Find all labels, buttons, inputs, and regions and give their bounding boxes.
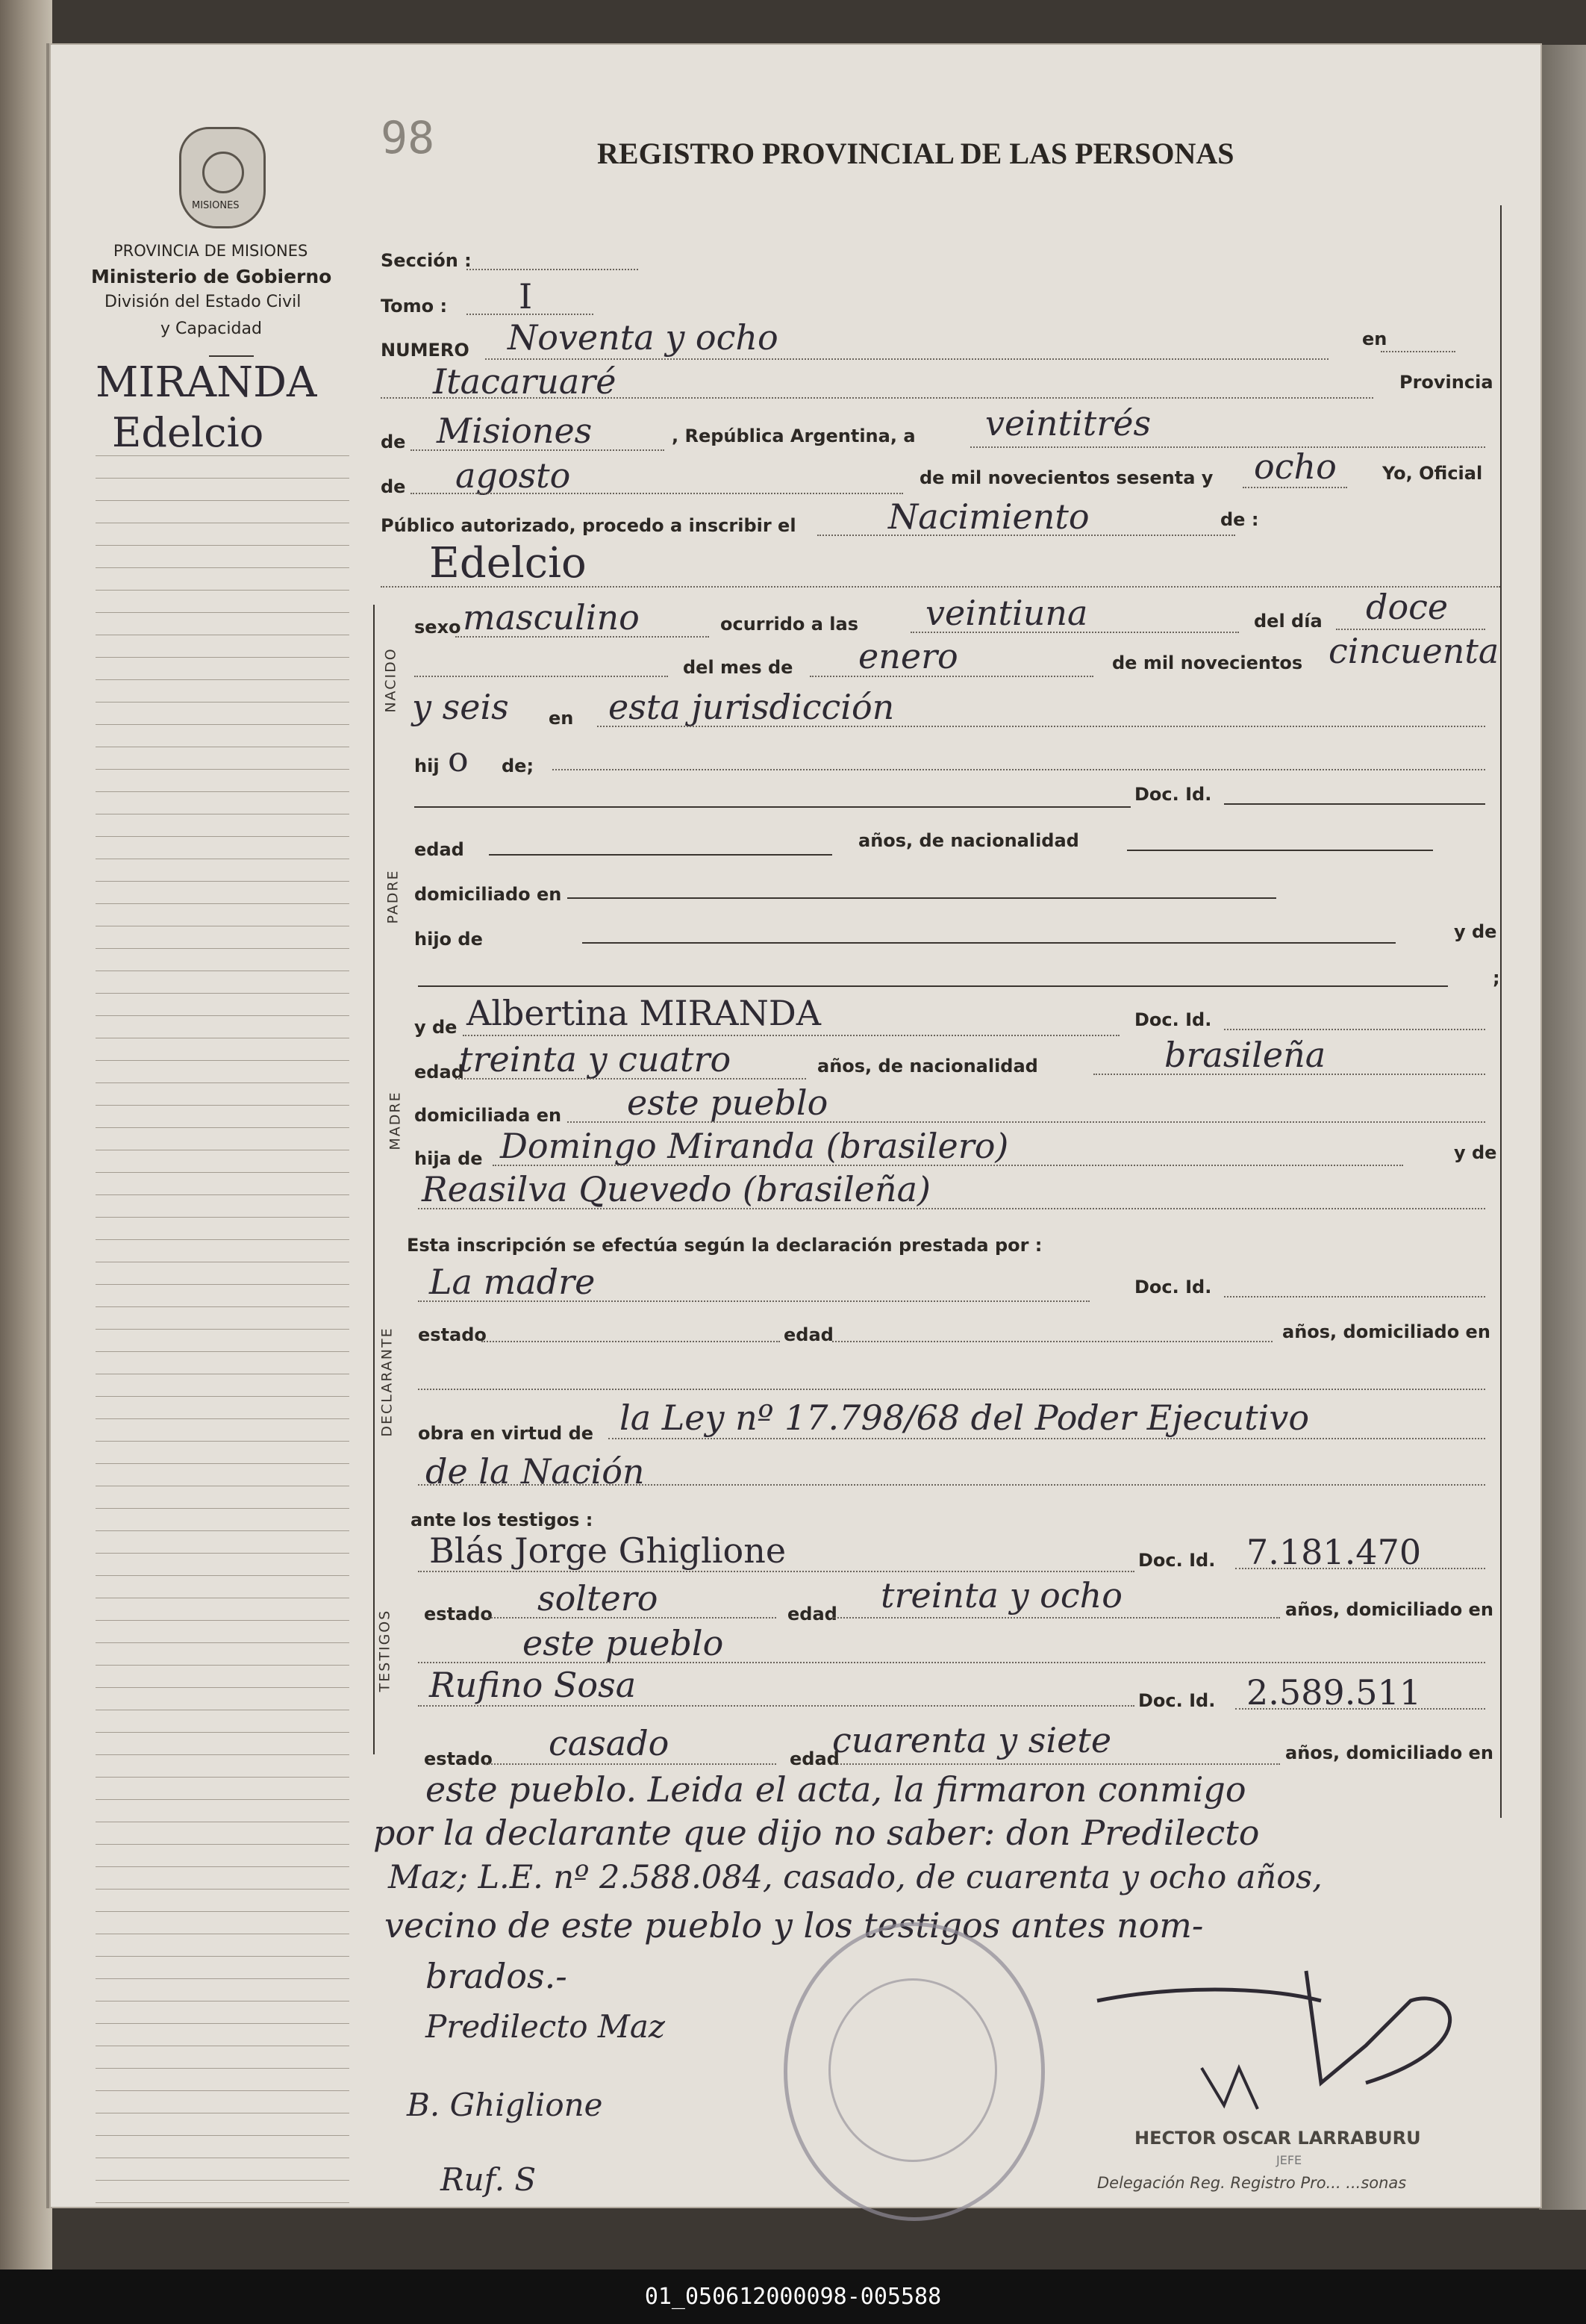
- line-tipo: [817, 535, 1235, 536]
- line-provincia: [410, 449, 664, 451]
- line-padre-madre: [418, 985, 1448, 987]
- delegacion-stamp: Delegación Reg. Registro Pro... ...sonas: [1097, 2174, 1407, 2192]
- margin-ruled-line: [96, 2068, 349, 2069]
- line-doc-declarante: [1224, 1296, 1485, 1297]
- label-sesenta-y: de mil novecientos sesenta y: [920, 467, 1214, 488]
- line-padre-nombre: [414, 806, 1131, 808]
- margin-ruled-line: [96, 1015, 349, 1016]
- line-seccion: [466, 269, 638, 270]
- value-abuela: Reasilva Quevedo (brasileña): [422, 1169, 931, 1209]
- label-doc-testigo2: Doc. Id.: [1138, 1690, 1216, 1711]
- label-anos-dom-decl: años, domiciliado en: [1282, 1321, 1490, 1342]
- value-mes: enero: [858, 636, 958, 676]
- margin-ruled-line: [96, 791, 349, 792]
- margin-ruled-line: [96, 1172, 349, 1173]
- label-edad-decl: edad: [784, 1324, 834, 1345]
- margin-ruled-line: [96, 702, 349, 703]
- margin-ruled-line: [96, 1575, 349, 1576]
- margin-given-name: Edelcio: [112, 409, 264, 456]
- line-dia-acta: [970, 446, 1485, 448]
- line-dia: [1336, 629, 1485, 630]
- margin-ruled-line: [96, 545, 349, 546]
- page-number: 98: [381, 112, 435, 164]
- line-madre-dom: [567, 1121, 1485, 1123]
- line-doc-testigo2: [1235, 1708, 1485, 1710]
- line-edad-padre: [489, 854, 832, 856]
- margin-ruled-line: [96, 881, 349, 882]
- value-madre-edad: treinta y cuatro: [459, 1039, 731, 1080]
- label-edad-t1: edad: [787, 1604, 837, 1624]
- margin-ruled-line: [96, 1441, 349, 1442]
- line-testigo2: [418, 1705, 1134, 1707]
- label-y-de-2: y de: [1454, 1142, 1497, 1163]
- label-anos-dom-t2: años, domiciliado en: [1285, 1742, 1493, 1763]
- label-de-colon: de :: [1220, 509, 1259, 530]
- value-dia-acta: veintitrés: [985, 403, 1152, 443]
- label-anos-dom-t1: años, domiciliado en: [1285, 1599, 1493, 1620]
- officer-signature: [1082, 1956, 1500, 2128]
- value-testigo1: Blás Jorge Ghiglione: [429, 1530, 787, 1571]
- line-nac-padre: [1127, 850, 1433, 851]
- margin-ruled-line: [96, 1642, 349, 1643]
- line-edad-t2: [832, 1763, 1280, 1765]
- line-numero: [485, 358, 1329, 360]
- value-testigo1-edad: treinta y ocho: [881, 1575, 1123, 1616]
- value-sexo: masculino: [463, 597, 640, 638]
- officer-name: HECTOR OSCAR LARRABURU: [1134, 2128, 1421, 2149]
- form-right-border: [1500, 205, 1502, 1818]
- label-publico: Público autorizado, procedo a inscribir el: [381, 515, 796, 536]
- note-line-2: por la declarante que dijo no saber: don Predilecto: [373, 1813, 1260, 1853]
- note-line-1: este pueblo. Leida el acta, la firmaron conmigo: [425, 1769, 1246, 1810]
- label-nac-padre: años, de nacionalidad: [858, 830, 1079, 851]
- margin-ruled-line: [96, 1553, 349, 1554]
- label-hija-de: hija de: [414, 1148, 483, 1169]
- note-line-4: vecino de este pueblo y los testigos antes nom-: [384, 1905, 1204, 1946]
- value-anio: cincuenta: [1329, 631, 1499, 671]
- label-estado-t1: estado: [424, 1604, 493, 1624]
- margin-ruled-line: [96, 1530, 349, 1531]
- note-line-5: brados.-: [425, 1956, 567, 1996]
- margin-ruled-line: [96, 679, 349, 680]
- margin-ruled-line: [96, 612, 349, 613]
- margin-ruled-line: [96, 2202, 349, 2203]
- value-hora: veintiuna: [925, 593, 1088, 633]
- margin-ruled-line: [96, 1508, 349, 1509]
- value-declarante: La madre: [429, 1262, 596, 1302]
- margin-ruled-line: [96, 1329, 349, 1330]
- line-anio-acta: [1243, 487, 1347, 488]
- line-edad-decl: [832, 1341, 1273, 1342]
- value-lugar-nac: esta jurisdicción: [608, 687, 895, 727]
- line-doc-padre: [1224, 803, 1485, 805]
- label-del-mes: del mes de: [683, 657, 793, 678]
- label-y-de: y de: [1454, 921, 1497, 942]
- label-doc-madre: Doc. Id.: [1134, 1009, 1212, 1030]
- label-del-dia: del día: [1254, 611, 1323, 632]
- side-label-padre: PADRE: [384, 869, 402, 924]
- signature-predilecto: Predilecto Maz: [425, 2008, 666, 2045]
- label-de-1: de: [381, 432, 406, 452]
- label-en: en: [549, 708, 574, 729]
- margin-ruled-line: [96, 1239, 349, 1240]
- form-section-border: [373, 605, 375, 1754]
- line-ley: [608, 1438, 1485, 1439]
- file-id-bar: 01_050612000098-005588: [0, 2270, 1586, 2324]
- margin-ruled-line: [96, 1194, 349, 1195]
- margin-surname: MIRANDA: [96, 358, 317, 407]
- line-madre-nombre: [463, 1035, 1120, 1036]
- book-binding: [0, 0, 52, 2270]
- margin-ruled-line: [96, 657, 349, 658]
- value-mes-acta: agosto: [455, 455, 571, 496]
- margin-ruled-line: [96, 2090, 349, 2091]
- label-doc-testigo1: Doc. Id.: [1138, 1550, 1216, 1571]
- value-ley-2: de la Nación: [425, 1451, 645, 1492]
- margin-ruled-line: [96, 769, 349, 770]
- value-testigo1-doc: 7.181.470: [1246, 1532, 1422, 1572]
- margin-ruled-line: [96, 1777, 349, 1778]
- margin-ruled-line: [96, 948, 349, 949]
- margin-ruled-line: [96, 903, 349, 904]
- value-testigo1-estado: soltero: [537, 1578, 658, 1619]
- margin-ruled-line: [96, 478, 349, 479]
- line-testigo1: [418, 1571, 1134, 1572]
- value-testigo1-dom: este pueblo: [522, 1623, 724, 1663]
- value-nombre: Edelcio: [429, 539, 587, 588]
- officer-title: JEFE: [1276, 2153, 1302, 2167]
- line-doc-testigo1: [1235, 1568, 1485, 1569]
- label-edad-madre: edad: [414, 1062, 464, 1082]
- line-mes-acta: [410, 493, 903, 494]
- margin-ruled-line: [96, 1754, 349, 1755]
- line-nombre: [381, 586, 1500, 588]
- value-ley: la Ley nº 17.798/68 del Poder Ejecutivo: [619, 1398, 1310, 1438]
- value-anio-2: y seis: [412, 687, 509, 727]
- margin-ruled-line: [96, 1127, 349, 1128]
- margin-ruled-line: [96, 590, 349, 591]
- value-tipo: Nacimiento: [888, 496, 1090, 537]
- margin-ruled-line: [96, 1687, 349, 1688]
- province-label: PROVINCIA DE MISIONES: [113, 242, 308, 260]
- line-estado-decl: [481, 1341, 780, 1342]
- label-en: en: [1362, 328, 1387, 349]
- side-label-madre: MADRE: [387, 1091, 404, 1150]
- ministry-label: Ministerio de Gobierno: [91, 266, 332, 287]
- line-lugar-nac: [597, 726, 1485, 727]
- coat-of-arms-label: MISIONES: [192, 200, 240, 211]
- signature-ghiglione: B. Ghiglione: [407, 2087, 603, 2123]
- line-dom-t1: [418, 1662, 1485, 1663]
- side-label-nacido: NACIDO: [382, 647, 399, 713]
- value-testigo2-doc: 2.589.511: [1246, 1672, 1422, 1713]
- value-lugar: Itacaruaré: [433, 361, 616, 402]
- value-numero: Noventa y ocho: [508, 317, 778, 358]
- label-hijo-de: hijo de: [414, 929, 483, 950]
- line-estado-t2: [485, 1763, 776, 1765]
- value-madre-dom: este pueblo: [627, 1082, 828, 1123]
- margin-ruled-line: [96, 567, 349, 568]
- line-estado-t1: [485, 1617, 776, 1619]
- label-estado-t2: estado: [424, 1748, 493, 1769]
- margin-ruled-line: [96, 1284, 349, 1285]
- line-declarante: [418, 1300, 1090, 1302]
- margin-ruled-line: [96, 1665, 349, 1666]
- margin-ruled-line: [96, 993, 349, 994]
- margin-ruled-line: [96, 1105, 349, 1106]
- label-edad-t2: edad: [790, 1748, 840, 1769]
- margin-ruled-line: [96, 1799, 349, 1800]
- official-seal-inner: [828, 1978, 997, 2162]
- label-edad-padre: edad: [414, 839, 464, 860]
- margin-ruled-line: [96, 1844, 349, 1845]
- value-anio-acta: ocho: [1254, 446, 1337, 487]
- line-madre-nac: [1093, 1074, 1485, 1075]
- value-testigo2-estado: casado: [549, 1723, 669, 1763]
- value-tomo: I: [519, 276, 533, 317]
- side-label-declarante: DECLARANTE: [378, 1327, 396, 1437]
- line-doc-madre: [1224, 1029, 1485, 1030]
- label-dom-padre: domiciliado en: [414, 884, 562, 905]
- label-inscripcion: Esta inscripción se efectúa según la declaración prestada por :: [407, 1235, 1043, 1256]
- line-lugar: [381, 397, 1373, 399]
- label-obra-virtud: obra en virtud de: [418, 1423, 594, 1444]
- label-republica: , República Argentina, a: [672, 426, 916, 446]
- line-abuela: [418, 1208, 1485, 1209]
- margin-ruled-line: [96, 1732, 349, 1733]
- line-hijo-de: [582, 942, 1396, 944]
- label-doc-declarante: Doc. Id.: [1134, 1277, 1212, 1297]
- label-ante-testigos: ante los testigos :: [410, 1510, 593, 1530]
- line-madre-edad: [455, 1078, 806, 1080]
- label-dom-madre: domiciliada en: [414, 1105, 562, 1126]
- label-semicolon: ;: [1493, 968, 1500, 988]
- margin-ruled-line: [96, 2135, 349, 2136]
- label-sexo: sexo: [414, 617, 461, 638]
- margin-ruled-line: [96, 500, 349, 501]
- label-y-de-madre: y de: [414, 1017, 458, 1038]
- coat-of-arms: [179, 127, 266, 228]
- label-tomo: Tomo :: [381, 296, 448, 317]
- margin-ruled-line: [96, 1396, 349, 1397]
- margin-ruled-line: [96, 1351, 349, 1352]
- margin-ruled-line: [96, 836, 349, 837]
- label-doc-padre: Doc. Id.: [1134, 784, 1212, 805]
- line-pre-mes: [414, 676, 668, 677]
- value-madre-nac: brasileña: [1164, 1035, 1326, 1075]
- line-mes: [810, 676, 1093, 677]
- label-de-2: de: [381, 476, 406, 497]
- note-line-3: Maz; L.E. nº 2.588.084, casado, de cuarenta y ocho años,: [388, 1859, 1323, 1896]
- margin-ruled-line: [96, 1889, 349, 1890]
- margin-ruled-line: [96, 1217, 349, 1218]
- value-provincia: Misiones: [437, 411, 593, 451]
- line-ley-2: [418, 1484, 1485, 1486]
- margin-ruled-line: [96, 724, 349, 725]
- line-abuelo: [493, 1165, 1403, 1166]
- value-hij-suffix: o: [448, 739, 469, 779]
- value-testigo2: Rufino Sosa: [429, 1665, 637, 1705]
- page-title: REGISTRO PROVINCIAL DE LAS PERSONAS: [597, 137, 1234, 170]
- line-en: [1381, 351, 1455, 352]
- division-label: División del Estado Civil: [104, 293, 302, 311]
- label-hij: hij: [414, 756, 440, 776]
- line-edad-t1: [832, 1617, 1280, 1619]
- header-rule: [209, 355, 254, 357]
- capacity-label: y Capacidad: [160, 320, 262, 338]
- label-numero: NUMERO: [381, 340, 469, 361]
- margin-ruled-line: [96, 1463, 349, 1464]
- margin-ruled-line: [96, 2180, 349, 2181]
- margin-ruled-line: [96, 2023, 349, 2024]
- margin-ruled-line: [96, 1082, 349, 1083]
- side-label-testigos: TESTIGOS: [376, 1609, 393, 1692]
- margin-ruled-line: [96, 1956, 349, 1957]
- line-hora: [911, 632, 1239, 633]
- label-seccion: Sección :: [381, 250, 472, 271]
- value-dia: doce: [1366, 587, 1449, 627]
- line-dom-padre: [567, 897, 1276, 899]
- label-estado-decl: estado: [418, 1324, 487, 1345]
- margin-ruled-line: [96, 1911, 349, 1912]
- label-de-semicolon: de;: [502, 756, 534, 776]
- line-sexo: [455, 636, 709, 638]
- label-mil-novecientos: de mil novecientos: [1112, 652, 1303, 673]
- line-hij: [552, 769, 1485, 770]
- label-nac-madre: años, de nacionalidad: [817, 1056, 1038, 1077]
- value-testigo2-edad: cuarenta y siete: [832, 1720, 1112, 1760]
- value-abuelo: Domingo Miranda (brasilero): [500, 1126, 1009, 1166]
- line-dom-decl: [418, 1389, 1485, 1390]
- margin-ruled-line: [96, 1306, 349, 1307]
- margin-ruled-line: [96, 1418, 349, 1419]
- next-page-edge: [1539, 45, 1586, 2210]
- signature-rufino: Ruf. S: [440, 2161, 537, 2198]
- margin-ruled-line: [96, 1620, 349, 1621]
- margin-ruled-line: [96, 1978, 349, 1979]
- margin-ruled-line: [96, 1866, 349, 1867]
- value-madre-nombre: Albertina MIRANDA: [466, 993, 821, 1033]
- margin-ruled-line: [96, 1060, 349, 1061]
- label-provincia: Provincia: [1399, 372, 1493, 393]
- label-yo-oficial: Yo, Oficial: [1382, 463, 1483, 484]
- label-ocurrido: ocurrido a las: [720, 614, 858, 635]
